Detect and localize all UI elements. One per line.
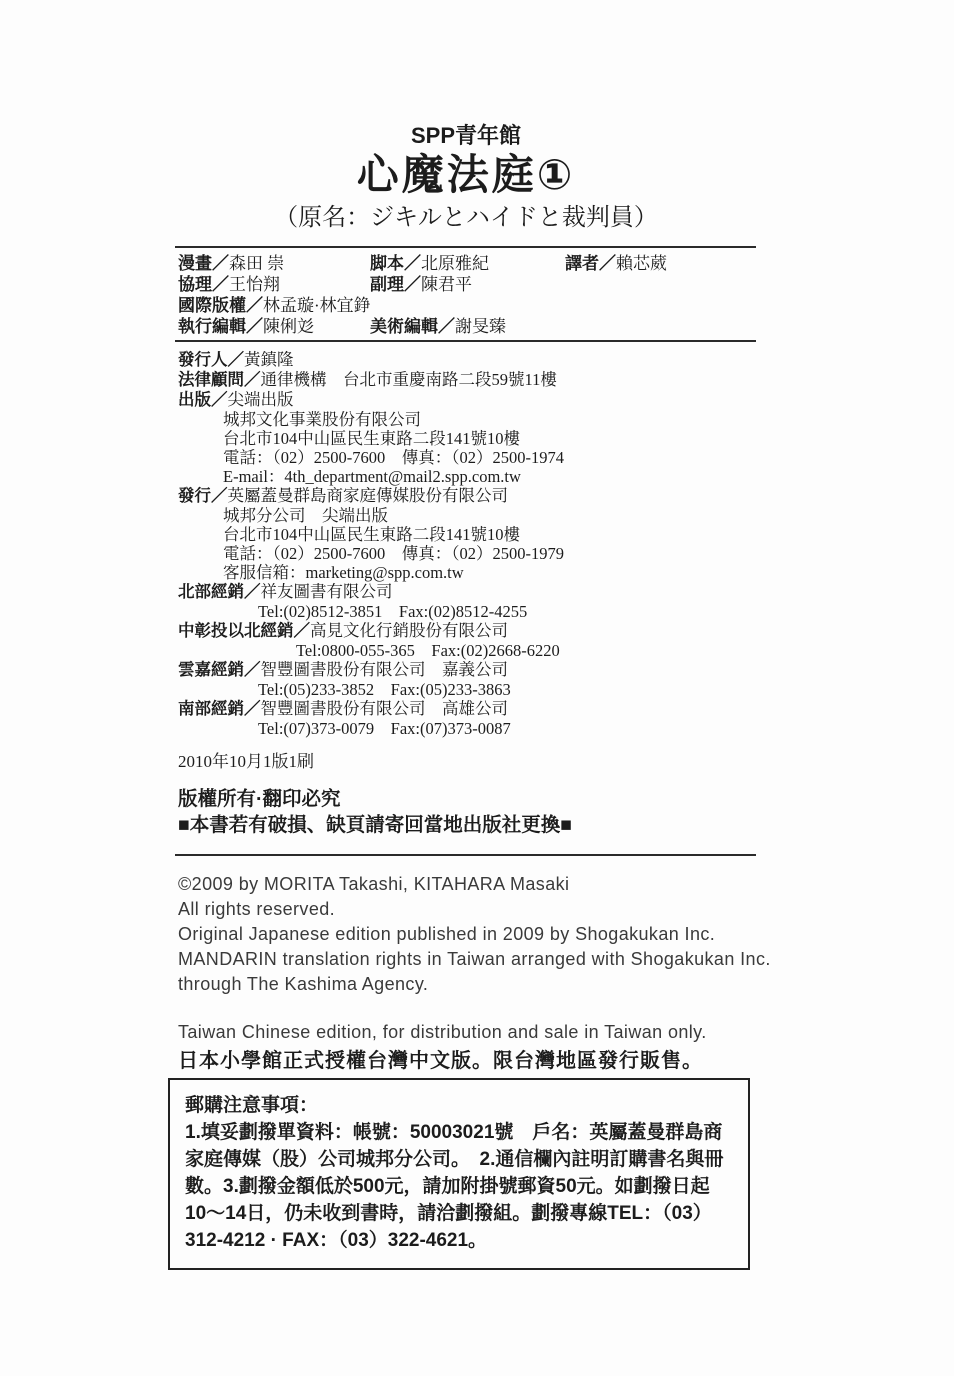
imprint-label: SPP青年館 [410, 123, 522, 148]
north-distributor-phone-line [178, 602, 778, 621]
mail-order-notice-box [168, 1078, 750, 1270]
south-distributor-line [178, 699, 778, 719]
info-text: 城邦分公司 尖端出版 [223, 506, 388, 525]
info-text: 英屬蓋曼群島商家庭傳媒股份有限公司 [227, 486, 508, 505]
publisher-phone-line [178, 448, 778, 467]
credit-value: 北原雅紀 [421, 254, 489, 273]
credit-label: 漫畫／ [178, 254, 229, 273]
credit-value: 陳俐彣 [263, 317, 314, 336]
copyright-reserved-notice: 版權所有·翻印必究 [178, 788, 341, 810]
original-title: （原名：ジキルとハイドと裁判員） [274, 204, 658, 231]
info-label: 南部經銷／ [178, 700, 261, 718]
mail-order-line: 1.填妥劃撥單資料：帳號：50003021號 戶名：英屬蓋曼群島商 [185, 1122, 723, 1143]
issuer-service-email-line [178, 563, 778, 582]
central-distributor-phone-line [178, 641, 778, 660]
info-text: 客服信箱：marketing@spp.com.tw [223, 563, 464, 582]
info-text: 台北市104中山區民生東路二段141號10樓 [223, 429, 520, 448]
info-label: 發行人／ [178, 351, 244, 369]
book-header [175, 122, 757, 234]
credits-row-1 [178, 249, 756, 273]
info-text: 黃鎮隆 [244, 350, 294, 369]
info-text: 智豐圖書股份有限公司 高雄公司 [260, 699, 508, 718]
credit-label: 譯者／ [565, 254, 616, 273]
divider-credits-bottom [175, 340, 756, 342]
mail-order-line: 家庭傳媒（股）公司城邦分公司。 2.通信欄內註明訂購書名與冊 [185, 1149, 724, 1170]
book-title: 心魔法庭① [356, 151, 576, 198]
info-text: Tel:(05)233-3852 Fax:(05)233-3863 [258, 680, 511, 699]
info-text: 高見文化行銷股份有限公司 [310, 621, 508, 640]
credit-label: 協理／ [178, 275, 229, 294]
mail-order-line: 312-4212 · FAX：（03）322-4621。 [185, 1230, 488, 1251]
credits-table [178, 249, 756, 336]
info-label: 北部經銷／ [178, 583, 261, 601]
info-text: Tel:(07)373-0079 Fax:(07)373-0087 [258, 719, 511, 738]
mail-order-heading: 郵購注意事項： [185, 1095, 319, 1116]
credit-value: 林孟璇·林宜錚 [263, 296, 371, 315]
info-text: 祥友圖書有限公司 [260, 582, 393, 601]
info-label: 中彰投以北經銷／ [178, 622, 310, 640]
credit-label: 脚本／ [370, 254, 421, 273]
publisher-email-line [178, 467, 778, 486]
taiwan-edition-english: Taiwan Chinese edition, for distribution and sale in Taiwan only. [178, 1022, 707, 1042]
copyright-authors-line: ©2009 by MORITA Takashi, KITAHARA Masaki [178, 874, 570, 894]
info-text: 城邦文化事業股份有限公司 [223, 410, 421, 429]
info-text: Tel:(02)8512-3851 Fax:(02)8512-4255 [258, 602, 528, 621]
credit-label: 美術編輯／ [370, 317, 455, 336]
issuer-branch-line [178, 506, 778, 525]
yunjia-distributor-phone-line [178, 680, 778, 699]
divider-copyright [175, 854, 756, 856]
credit-label: 國際版權／ [178, 296, 263, 315]
damaged-copy-notice: ■本書若有破損、缺頁請寄回當地出版社更換■ [178, 814, 573, 836]
info-label: 發行／ [178, 487, 228, 505]
credit-value: 賴芯葳 [616, 254, 667, 273]
credit-value: 陳君平 [421, 275, 472, 294]
credit-value: 王怡翔 [229, 275, 280, 294]
info-text: 電話：（02）2500-7600 傳真：（02）2500-1979 [223, 544, 564, 563]
divider-top [175, 246, 756, 248]
issuer-phone-line [178, 544, 778, 563]
rights-notice-block [178, 786, 572, 838]
translation-rights-line: MANDARIN translation rights in Taiwan arranged with Shogakukan Inc. [178, 949, 771, 969]
info-label: 出版／ [178, 391, 228, 409]
credit-art-editor [370, 312, 506, 337]
info-label: 雲嘉經銷／ [178, 661, 261, 679]
issuer-address-line [178, 525, 778, 544]
info-label: 法律顧問／ [178, 371, 261, 389]
info-text: E-mail：4th_department@mail2.spp.com.tw [223, 467, 521, 486]
credit-label: 執行編輯／ [178, 317, 263, 336]
original-edition-line: Original Japanese edition published in 2009 by Shogakukan Inc. [178, 924, 716, 944]
publisher-person-line [178, 350, 778, 370]
taiwan-edition-chinese: 日本小學館正式授權台灣中文版。限台灣地區發行販售。 [178, 1050, 703, 1072]
rights-reserved-line: All rights reserved. [178, 899, 336, 919]
credit-value: 森田 崇 [229, 254, 285, 273]
issuer-line [178, 486, 778, 506]
credit-label: 副理／ [370, 275, 421, 294]
north-distributor-line [178, 582, 778, 602]
info-text: 通律機構 台北市重慶南路二段59號11樓 [260, 370, 557, 389]
mail-order-line: 數。3.劃撥金額低於500元，請加附掛號郵資50元。如劃撥日起 [185, 1176, 710, 1197]
info-text: 尖端出版 [227, 390, 294, 409]
info-text: 智豐圖書股份有限公司 嘉義公司 [260, 660, 508, 679]
central-distributor-line [178, 621, 778, 641]
agency-line: through The Kashima Agency. [178, 974, 429, 994]
south-distributor-phone-line [178, 719, 778, 738]
publisher-address-line [178, 429, 778, 448]
publisher-line [178, 390, 778, 410]
publisher-company-line [178, 410, 778, 429]
legal-advisor-line [178, 370, 778, 390]
info-text: Tel:0800-055-365 Fax:(02)2668-6220 [296, 641, 560, 660]
credits-row-4 [178, 312, 756, 336]
credits-row-3 [178, 291, 756, 315]
edition-date: 2010年10月1版1刷 [178, 752, 314, 771]
english-copyright-block [178, 872, 771, 997]
credits-row-2 [178, 270, 756, 294]
info-text: 電話：（02）2500-7600 傳真：（02）2500-1974 [223, 448, 564, 467]
credit-value: 謝旻臻 [455, 317, 506, 336]
info-text: 台北市104中山區民生東路二段141號10樓 [223, 525, 520, 544]
credit-executive-editor [178, 312, 314, 337]
mail-order-line: 10～14日，仍未收到書時，請洽劃撥組。劃撥專線TEL：（03） [185, 1203, 712, 1224]
yunjia-distributor-line [178, 660, 778, 680]
imprint-info-block [178, 350, 778, 738]
